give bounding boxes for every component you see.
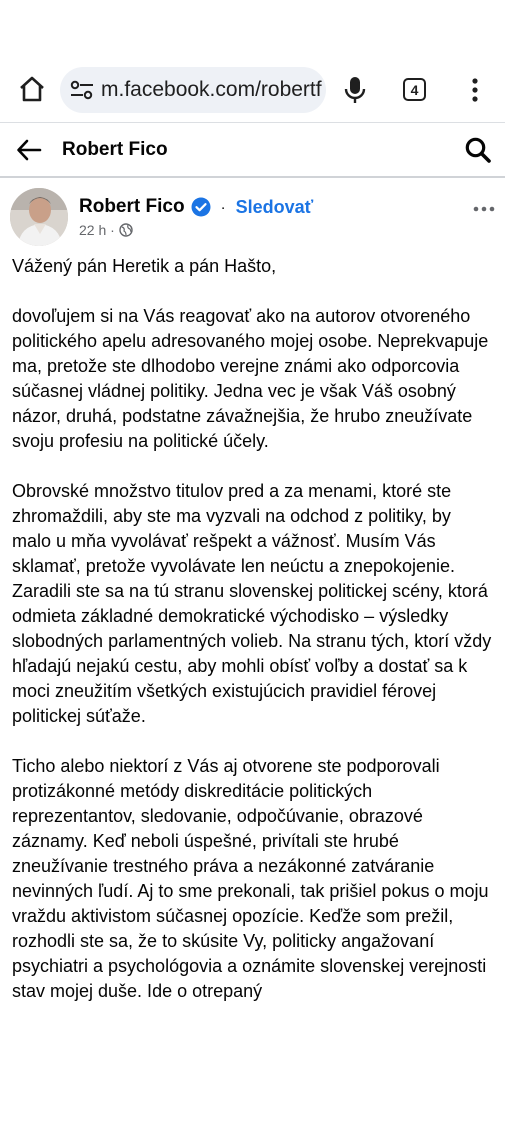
home-icon <box>16 73 48 105</box>
globe-icon <box>119 223 133 237</box>
verified-badge-icon <box>191 197 211 217</box>
author-line <box>79 196 313 218</box>
home-button[interactable] <box>16 73 48 105</box>
post-paragraph: Ticho alebo niektorí z Vás aj otvorene ste podporovali protizákonné metódy diskreditácie politických reprezentantov, sledovanie, odpočúvanie, obrazové záznamy. Keď neboli úspešné, privítali ste hrubé zneužívanie trestného práva a nezákonné zatváranie nevinných ľudí. Aj to sme prekonali, tak prišiel pokus o moju vraždu aktivistom súčasnej opozície. Keďže som prežil, rozhodli ste sa, že to skúsite Vy, politicky angažovaní psychiatri a psychológovia a oznámite slovenskej verejnosti stav mojej duše. Ide o otrepaný <box>12 756 489 1001</box>
avatar[interactable] <box>10 188 68 246</box>
address-bar[interactable] <box>60 67 326 113</box>
search-button[interactable] <box>464 136 492 164</box>
voice-search-button[interactable] <box>342 74 368 106</box>
back-button[interactable] <box>16 137 42 163</box>
mic-icon <box>342 74 368 106</box>
search-icon <box>464 136 492 164</box>
arrow-left-icon <box>16 137 42 163</box>
post-paragraph: Obrovské množstvo titulov pred a za menami, ktoré ste zhromaždili, aby ste ma vyzvali na odchod z politiky, by malo u mňa vyvolávať rešpekt a vážnosť. Musím Vás sklamať, pretože vyvolávate len neúctu a znepokojenie. Zaradili ste sa na tú stranu slovenskej politickej scény, ktorá odmieta základné demokratické východisko – výsledky slobodných parlamentných volieb. Na stranu tých, ktorí vždy hľadajú nejakú cestu, aby mohli obísť voľby a dostať sa k moci zneužitím všetkých existujúcich pravidiel férovej politickej súťaže. <box>12 481 492 726</box>
post-text <box>12 254 494 1066</box>
more-vertical-icon <box>466 76 484 104</box>
post-header <box>0 186 505 250</box>
post-menu-button[interactable] <box>472 200 496 208</box>
post-meta <box>79 222 133 238</box>
url-text[interactable]: m.facebook.com/robertf <box>101 78 322 101</box>
tab-count: 4 <box>410 81 419 98</box>
post-paragraph: Vážený pán Heretik a pán Hašto, <box>12 256 277 276</box>
more-horizontal-icon <box>472 205 496 213</box>
post-paragraph: dovoľujem si na Vás reagovať ako na autorov otvoreného politického apelu adresovaného mojej osobe. Neprekvapuje ma, pretože ste dlhodobo verejne známi ako odporcovia súčasnej vládnej politiky. Jedna vec je však Váš osobný názor, druhá, podstatne závažnejšia, že hrubo zneužívate svoju profesiu na politické účely. <box>12 306 489 451</box>
author-name[interactable]: Robert Fico <box>79 196 185 217</box>
text-fade <box>0 1050 505 1070</box>
page-header <box>0 122 505 178</box>
avatar-image <box>10 188 68 246</box>
browser-menu-button[interactable] <box>466 76 484 104</box>
browser-toolbar <box>0 60 505 120</box>
page-title: Robert Fico <box>62 139 168 160</box>
follow-button[interactable]: Sledovať <box>235 196 314 217</box>
separator: · <box>220 198 226 216</box>
tune-icon[interactable] <box>69 79 95 101</box>
post-time[interactable]: 22 h · <box>79 222 115 238</box>
tabs-button[interactable] <box>403 78 426 101</box>
